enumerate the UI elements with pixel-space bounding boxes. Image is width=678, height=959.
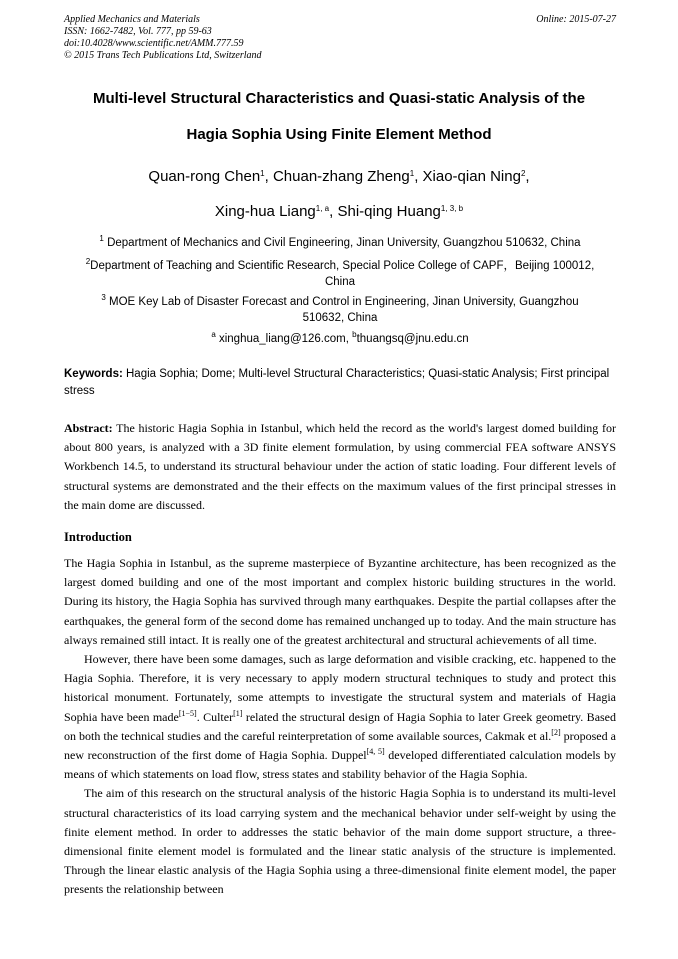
keywords-label: Keywords: [64,368,123,380]
abstract-label: Abstract: [64,421,113,435]
author-name: Quan-rong Chen [148,168,261,185]
citation: [2] [551,727,561,737]
aff-sup: 3 [101,293,106,302]
abstract-text: The historic Hagia Sophia in Istanbul, which held the record as the world's largest domed building for about 800 years, is analyzed with a 3D finite element formulation, by using commercial FEA software ANSYS Workbench 14.5, to understand its structural behaviour under the action of static loading. Four different levels of structural systems are demonstrated and the their effects on the maximum values of the first principal stresses in the main dome are discussed. [64,421,616,512]
issn: ISSN: 1662-7482, Vol. 777, pp 59-63 [64,26,212,37]
email-a[interactable]: xinghua_liang@126.com, [218,333,349,345]
author-sup: 1 [409,169,415,178]
paper-title-line2: Hagia Sophia Using Finite Element Method [186,126,492,143]
email-sup: b [352,330,357,339]
keywords-text: Hagia Sophia; Dome; Multi-level Structural Characteristics; Quasi-static Analysis; First principal stress [64,368,610,397]
page-header [64,14,616,62]
authors-line2: Xing-hua Liang$^{1, a}$, Shi-qing Huang$^{1, 3, b}$ [214,203,464,220]
abstract [64,419,616,515]
citation: [1−5] [178,708,197,718]
affiliation-2 [64,258,616,290]
copyright: © 2015 Trans Tech Publications Ltd, Switzerland [64,50,262,61]
paper-title-line1: Multi-level Structural Characteristics and Quasi-static Analysis of the [92,90,586,107]
authors-line1: Quan-rong Chen$^1$, Chuan-zhang Zheng$^1$, Xiao-qian Ning$^2$, [148,168,530,185]
aff-text: Department of Mechanics and Civil Engineering, Jinan University, Guangzhou 510632, China [107,237,581,249]
text-run: developed differentiated calculation models by means of which statements on load flow, stress states and stability behavior of the Hagia Sophia. [64,748,617,782]
emails [64,331,616,347]
author-name: Xiao-qian Ning [422,168,521,185]
introduction-heading: Introduction [64,530,132,544]
journal-name: Applied Mechanics and Materials [64,14,200,25]
aff-sup: 2 [85,257,91,266]
paragraph-1: The Hagia Sophia in Istanbul, as the supreme masterpiece of Byzantine architecture, has been recognized as the largest domed building and one of the most important and complex historic building structures in the world. During its history, the Hagia Sophia has survived through many earthquakes. Despite the partial collapses after the earthquakes, the general form of the second dome has remained unchanged up to today. And the main structure has always remained still intact. It is really one of the greatest architectural and structural achievements of all time. [64,556,616,647]
email-b[interactable]: thuangsq@jnu.edu.cn [356,333,469,345]
author-name: Xing-hua Liang [214,203,316,220]
online-date: Online: 2015-07-27 [536,14,616,25]
author-name: Shi-qing Huang [337,203,441,220]
author-sup: 2 [520,169,526,178]
author-sup: 1 [260,169,265,178]
aff-text: 510632, China [302,312,378,324]
affiliation-3 [64,294,616,326]
paragraph-3: The aim of this research on the structural analysis of the historic Hagia Sophia is to understand its multi-level structural characteristics of its load carrying system and the mechanical behavior under self-weight by using the finite element method. In order to addresses the static behavior of the main dome support structure, a three-dimensional finite element model is formulated and the linear static analysis of the structure is implemented. Through the linear elastic analysis of the Hagia Sophia using a three-dimensional finite element model, the paper presents the relationship between [64,786,616,897]
citation: [1] [233,708,243,718]
doi: doi:10.4028/www.scientific.net/AMM.777.59 [64,38,244,49]
paragraph-2 [64,650,616,784]
aff-text: Department of Teaching and Scientific Research, Special Police College of CAPF，Beijing 100012, [90,260,595,272]
citation: [4, 5] [366,747,385,757]
aff-text: China [324,276,356,288]
aff-sup: 1 [99,234,104,243]
affiliation-1 [64,235,616,251]
author-sup: 1, 3, b [440,204,464,213]
author-sup: 1, a [315,204,330,213]
aff-text: MOE Key Lab of Disaster Forecast and Control in Engineering, Jinan University, Guangzhou [109,296,579,308]
text-run: related the structural design of Hagia Sophia to later Greek geometry. Based on both the technical studies and the careful reinterpretation of some available sources, Cakmak et al. [64,709,617,743]
text-run: proposed a new reconstruction of the first dome of Hagia Sophia. Duppel [64,728,616,763]
text-run: However, there have been some damages, such as large deformation and visible cracking, etc. happened to the Hagia Sophia. Therefore, it is very necessary to apply modern structural techniques to study and protect this historical monument. Fortunately, some attempts to investigate the structural system and materials of Hagia Sophia have been made [64,652,616,724]
email-sup: a [211,330,216,339]
text-run: . Culter [196,709,234,724]
keywords [64,366,616,400]
author-name: Chuan-zhang Zheng [272,168,410,185]
introduction-body [64,554,616,900]
